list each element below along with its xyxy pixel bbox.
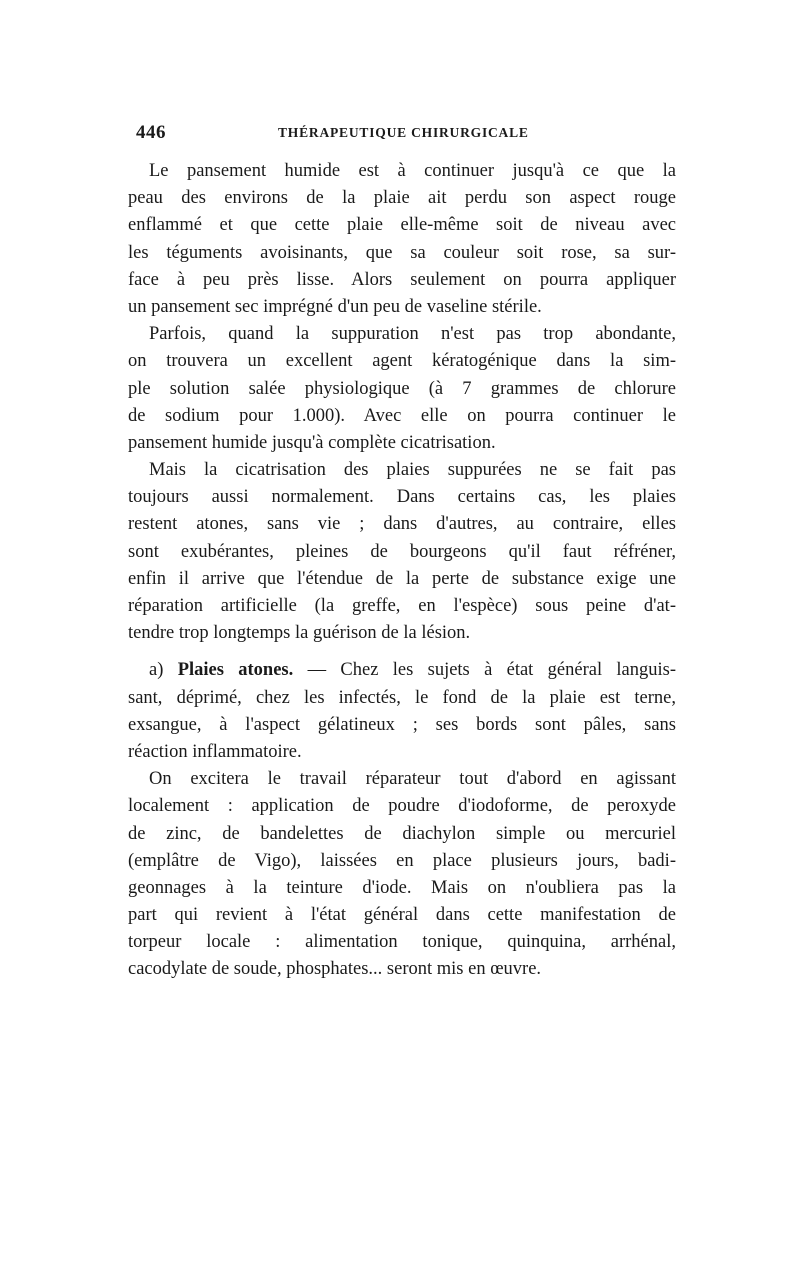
subsection-paragraph xyxy=(128,657,676,766)
text-run: — Chez les sujets à état général languis- xyxy=(293,660,677,681)
text-line: un pansement sec imprégné d'un peu de vaseline stérile. xyxy=(128,296,542,317)
text-line: geonnages à la teinture d'iode. Mais on n'oubliera pas la xyxy=(128,877,676,898)
text-line: Mais la cicatrisation des plaies suppurées ne se fait pas xyxy=(149,460,676,481)
paragraph xyxy=(128,321,676,457)
text-line: les téguments avoisinants, que sa couleur soit rose, sa sur- xyxy=(128,242,676,263)
text-line: On excitera le travail réparateur tout d'abord en agissant xyxy=(149,769,676,790)
paragraph xyxy=(128,158,676,321)
text-line: Parfois, quand la suppuration n'est pas trop abondante, xyxy=(149,324,676,345)
text-line: de sodium pour 1.000). Avec elle on pourra continuer le xyxy=(128,405,676,426)
text-line: tendre trop longtemps la guérison de la lésion. xyxy=(128,623,471,644)
text-line: cacodylate de soude, phosphates... seront mis en œuvre. xyxy=(128,959,542,980)
body-text xyxy=(128,158,676,984)
subsection-heading: Plaies atones. xyxy=(177,660,294,681)
text-line: exsangue, à l'aspect gélatineux ; ses bords sont pâles, sans xyxy=(128,714,676,735)
subsection-marker: a) xyxy=(149,660,178,681)
page-number: 446 xyxy=(136,122,166,143)
text-line: toujours aussi normalement. Dans certains cas, les plaies xyxy=(128,487,676,508)
text-line: enfin il arrive que l'étendue de la perte de substance exige une xyxy=(128,568,676,589)
running-title: THÉRAPEUTIQUE CHIRURGICALE xyxy=(278,125,529,140)
subsection-first-line xyxy=(128,657,676,684)
text-line: restent atones, sans vie ; dans d'autres, au contraire, elles xyxy=(128,514,676,535)
text-line: Le pansement humide est à continuer jusqu'à ce que la xyxy=(149,161,676,181)
text-line: réaction inflammatoire. xyxy=(128,741,302,762)
text-line: part qui revient à l'état général dans cette manifestation de xyxy=(128,905,676,926)
text-line: face à peu près lisse. Alors seulement on pourra appliquer xyxy=(128,269,676,290)
text-line: (emplâtre de Vigo), laissées en place plusieurs jours, badi- xyxy=(128,850,676,871)
text-line: de zinc, de bandelettes de diachylon simple ou mercuriel xyxy=(128,823,676,844)
page-header xyxy=(128,122,676,146)
paragraph xyxy=(128,457,676,647)
text-line: on trouvera un excellent agent kératogénique dans la sim- xyxy=(128,351,676,372)
text-line: torpeur locale : alimentation tonique, quinquina, arrhénal, xyxy=(128,932,676,953)
text-line: pansement humide jusqu'à complète cicatrisation. xyxy=(128,432,496,453)
text-line: réparation artificielle (la greffe, en l'espèce) sous peine d'at- xyxy=(128,596,676,616)
text-line: enflammé et que cette plaie elle-même soit de niveau avec xyxy=(128,215,676,236)
text-line: localement : application de poudre d'iodoforme, de peroxyde xyxy=(128,796,676,817)
text-line: peau des environs de la plaie ait perdu son aspect rouge xyxy=(128,188,676,209)
text-line: ple solution salée physiologique (à 7 grammes de chlorure xyxy=(128,378,676,399)
text-line: sant, déprimé, chez les infectés, le fond de la plaie est terne, xyxy=(128,687,676,708)
text-line: sont exubérantes, pleines de bourgeons qu'il faut réfréner, xyxy=(128,541,676,562)
section-spacer xyxy=(128,647,676,657)
paragraph xyxy=(128,766,676,984)
